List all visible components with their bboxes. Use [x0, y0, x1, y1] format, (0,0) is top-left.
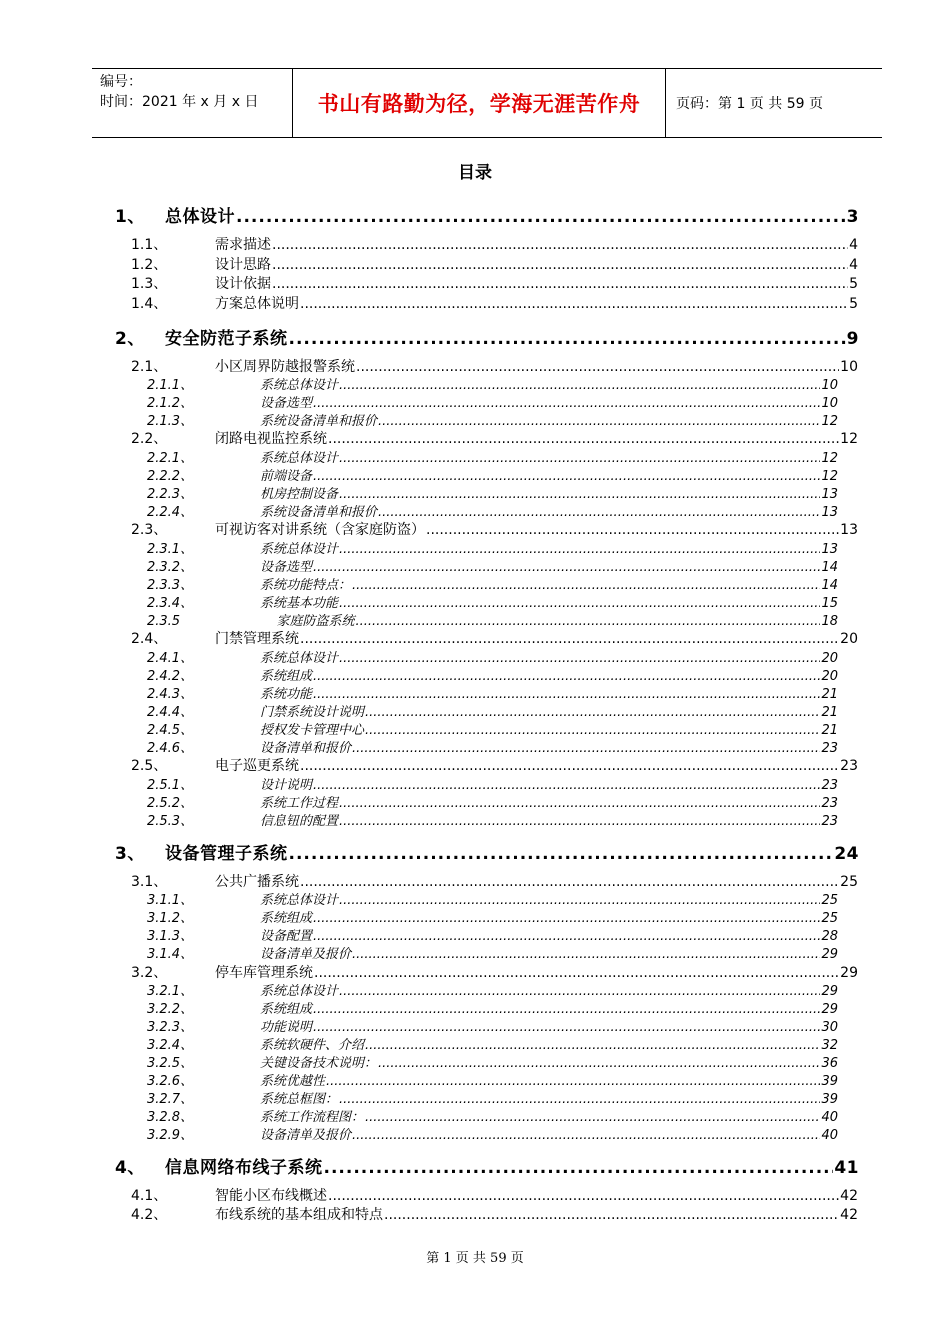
toc-dot-leader	[313, 929, 820, 944]
toc-dot-leader	[326, 1074, 820, 1089]
toc-entry-page: 23	[821, 796, 838, 811]
toc-entry-number: 2.4.3、	[147, 687, 194, 702]
toc-dot-leader	[324, 1158, 834, 1178]
toc-entry-page: 12	[821, 469, 838, 484]
toc-entry-title: 门禁管理系统	[215, 631, 299, 647]
toc-entry-page: 40	[821, 1128, 838, 1143]
toc-dot-leader	[426, 522, 839, 538]
toc-entry-number: 3、	[115, 844, 145, 864]
toc-entry-number: 3.2.7、	[147, 1092, 194, 1107]
toc-entry-level-3[interactable]	[147, 1052, 838, 1071]
toc-dot-leader	[356, 614, 821, 629]
toc-entry-title: 电子巡更系统	[215, 758, 299, 774]
toc-entry-number: 2.3.1、	[147, 542, 194, 557]
time-label: 时间：2021 年 x 月 x 日	[100, 94, 259, 110]
toc-entry-page: 13	[840, 522, 858, 538]
toc-entry-level-3[interactable]	[147, 925, 838, 944]
toc-dot-leader	[339, 796, 820, 811]
toc-entry-title: 方案总体说明	[215, 296, 299, 312]
toc-dot-leader	[339, 542, 820, 557]
toc-entry-page: 24	[834, 844, 859, 864]
toc-entry-page: 21	[821, 687, 838, 702]
toc-entry-level-3[interactable]	[147, 447, 838, 466]
toc-entry-title: 系统工作过程	[260, 796, 339, 811]
toc-entry-level-2[interactable]	[131, 273, 858, 293]
toc-entry-level-3[interactable]	[147, 574, 838, 593]
toc-entry-level-2[interactable]	[131, 1185, 858, 1205]
toc-entry-title: 机房控制设备	[260, 487, 339, 502]
toc-entry-number: 2.4.5、	[147, 723, 194, 738]
toc-dot-leader	[356, 359, 839, 375]
toc-entry-number: 3.2.9、	[147, 1128, 194, 1143]
toc-entry-page: 13	[821, 542, 838, 557]
toc-entry-page: 13	[821, 487, 838, 502]
toc-entry-level-3[interactable]	[147, 907, 838, 926]
toc-entry-page: 23	[821, 814, 838, 829]
toc-entry-title: 系统基本功能	[260, 596, 339, 611]
toc-entry-title: 家庭防盗系统	[260, 614, 355, 629]
toc-entry-number: 2、	[115, 329, 145, 349]
toc-entry-page: 20	[821, 669, 838, 684]
toc-entry-title: 系统组成	[260, 669, 313, 684]
toc-entry-number: 3.2.6、	[147, 1074, 194, 1089]
toc-entry-page: 29	[840, 965, 858, 981]
toc-entry-level-3[interactable]	[147, 943, 838, 962]
toc-entry-number: 2.3.2、	[147, 560, 194, 575]
toc-entry-title: 关键设备技术说明：	[260, 1056, 378, 1071]
toc-entry-number: 3.2.4、	[147, 1038, 194, 1053]
toc-entry-level-3[interactable]	[147, 889, 838, 908]
toc-entry-title: 小区周界防越报警系统	[215, 359, 355, 375]
toc-entry-number: 2.1.3、	[147, 414, 194, 429]
toc-dot-leader	[328, 431, 839, 447]
toc-entry-level-3[interactable]	[147, 556, 838, 575]
toc-entry-level-3[interactable]	[147, 719, 838, 738]
toc-entry-title: 系统工作流程图：	[260, 1110, 365, 1125]
toc-dot-leader	[272, 276, 848, 292]
toc-dot-leader	[313, 778, 820, 793]
toc-entry-number: 2.4.4、	[147, 705, 194, 720]
toc-dot-leader	[313, 1002, 820, 1017]
toc-entry-level-2[interactable]	[131, 962, 858, 982]
toc-dot-leader	[339, 1092, 820, 1107]
toc-entry-title: 布线系统的基本组成和特点	[215, 1207, 383, 1223]
toc-entry-number: 1.4、	[131, 296, 168, 312]
toc-entry-number: 1.2、	[131, 257, 168, 273]
toc-entry-page: 15	[821, 596, 838, 611]
toc-dot-leader	[378, 414, 820, 429]
toc-entry-page: 42	[840, 1188, 858, 1204]
toc-entry-level-3[interactable]	[147, 980, 838, 999]
toc-entry-title: 系统功能	[260, 687, 313, 702]
toc-entry-page: 30	[821, 1020, 838, 1035]
toc-entry-level-3[interactable]	[147, 1070, 838, 1089]
toc-dot-leader	[313, 911, 820, 926]
toc-entry-number: 3.1、	[131, 874, 168, 890]
toc-entry-page: 42	[840, 1207, 858, 1223]
toc-entry-page: 32	[821, 1038, 838, 1053]
toc-dot-leader	[339, 487, 820, 502]
toc-entry-title: 闭路电视监控系统	[215, 431, 327, 447]
toc-entry-page: 39	[821, 1074, 838, 1089]
toc-entry-page: 25	[821, 893, 838, 908]
toc-entry-page: 14	[821, 578, 838, 593]
toc-entry-title: 安全防范子系统	[165, 329, 288, 349]
toc-entry-level-3[interactable]	[147, 774, 838, 793]
toc-entry-level-3[interactable]	[147, 501, 838, 520]
toc-entry-number: 2.4.1、	[147, 651, 194, 666]
toc-entry-page: 10	[821, 378, 838, 393]
toc-entry-title: 系统设备清单和报价	[260, 414, 378, 429]
header-table	[92, 68, 882, 138]
toc-entry-title: 系统软硬件、介绍	[260, 1038, 365, 1053]
toc-entry-title: 设备选型	[260, 396, 313, 411]
toc-entry-level-3[interactable]	[147, 538, 838, 557]
toc-dot-leader	[300, 758, 839, 774]
toc-entry-level-2[interactable]	[131, 293, 858, 313]
toc-entry-title: 设备管理子系统	[165, 844, 288, 864]
toc-entry-number: 3.2.3、	[147, 1020, 194, 1035]
toc-entry-level-1[interactable]	[115, 202, 859, 227]
toc-dot-leader	[328, 1188, 839, 1204]
toc-entry-number: 1、	[115, 207, 145, 227]
toc-dot-leader	[313, 1020, 820, 1035]
toc-entry-number: 2.3.3、	[147, 578, 194, 593]
toc-dot-leader	[339, 596, 820, 611]
toc-entry-title: 系统功能特点：	[260, 578, 352, 593]
toc-entry-page: 3	[846, 207, 859, 227]
toc-dot-leader	[378, 505, 820, 520]
header-meta	[92, 69, 292, 137]
toc-dot-leader	[313, 469, 820, 484]
toc-entry-number: 3.2、	[131, 965, 168, 981]
code-label: 编号：	[100, 74, 142, 90]
toc-title: 目录	[458, 163, 492, 183]
toc-dot-leader	[313, 560, 820, 575]
toc-entry-page: 29	[821, 1002, 838, 1017]
toc-entry-title: 信息网络布线子系统	[165, 1158, 323, 1178]
toc-entry-level-2[interactable]	[131, 356, 858, 376]
toc-entry-page: 4	[849, 237, 858, 253]
toc-dot-leader	[289, 329, 846, 349]
toc-entry-number: 1.1、	[131, 237, 168, 253]
toc-dot-leader	[365, 705, 820, 720]
toc-entry-page: 13	[821, 505, 838, 520]
toc-entry-title: 设计思路	[215, 257, 271, 273]
page-footer: 第 1 页 共 59 页	[426, 1251, 524, 1266]
toc-entry-title: 功能说明	[260, 1020, 313, 1035]
toc-entry-number: 3.1.4、	[147, 947, 194, 962]
toc-entry-title: 系统总体设计	[260, 651, 339, 666]
toc-dot-leader	[365, 1110, 820, 1125]
toc-entry-number: 3.2.8、	[147, 1110, 194, 1125]
page-number-label: 页码：第 1 页 共 59 页	[676, 96, 823, 112]
toc-entry-number: 3.1.2、	[147, 911, 194, 926]
toc-entry-title: 停车库管理系统	[215, 965, 313, 981]
toc-entry-number: 2.3.4、	[147, 596, 194, 611]
toc-dot-leader	[339, 814, 820, 829]
toc-entry-number: 2.2.2、	[147, 469, 194, 484]
toc-dot-leader	[365, 723, 820, 738]
toc-entry-level-3[interactable]	[147, 1106, 838, 1125]
toc-entry-title: 公共广播系统	[215, 874, 299, 890]
toc-entry-level-1[interactable]	[115, 1153, 859, 1178]
toc-entry-level-3[interactable]	[147, 701, 838, 720]
toc-entry-level-1[interactable]	[115, 839, 859, 864]
toc-entry-level-2[interactable]	[131, 1204, 858, 1224]
toc-entry-title: 设备清单及报价	[260, 947, 352, 962]
toc-dot-leader	[272, 257, 848, 273]
toc-entry-number: 2.2.3、	[147, 487, 194, 502]
toc-entry-page: 36	[821, 1056, 838, 1071]
toc-entry-title: 总体设计	[165, 207, 235, 227]
toc-entry-number: 2.1、	[131, 359, 168, 375]
toc-entry-title: 设计说明	[260, 778, 313, 793]
toc-entry-title: 设计依据	[215, 276, 271, 292]
toc-entry-level-3[interactable]	[147, 610, 838, 629]
toc-entry-number: 4.2、	[131, 1207, 168, 1223]
toc-entry-page: 40	[821, 1110, 838, 1125]
toc-entry-number: 2.2.1、	[147, 451, 194, 466]
toc-entry-number: 3.1.3、	[147, 929, 194, 944]
toc-entry-title: 可视访客对讲系统（含家庭防盗）	[215, 522, 425, 538]
toc-entry-level-3[interactable]	[147, 374, 838, 393]
toc-entry-level-3[interactable]	[147, 1088, 838, 1107]
toc-entry-page: 12	[840, 431, 858, 447]
toc-entry-level-3[interactable]	[147, 592, 838, 611]
toc-dot-leader	[339, 651, 820, 666]
toc-entry-level-1[interactable]	[115, 324, 859, 349]
toc-entry-page: 23	[821, 778, 838, 793]
toc-dot-leader	[352, 1128, 820, 1143]
toc-entry-page: 23	[840, 758, 858, 774]
toc-entry-level-3[interactable]	[147, 665, 838, 684]
toc-dot-leader	[289, 844, 834, 864]
toc-entry-page: 5	[849, 276, 858, 292]
toc-entry-level-3[interactable]	[147, 683, 838, 702]
header-motto-cell	[292, 69, 666, 137]
toc-entry-number: 2.5.3、	[147, 814, 194, 829]
toc-entry-number: 3.1.1、	[147, 893, 194, 908]
toc-dot-leader	[300, 874, 839, 890]
toc-entry-number: 3.2.2、	[147, 1002, 194, 1017]
toc-entry-number: 2.4、	[131, 631, 168, 647]
toc-entry-number: 2.1.1、	[147, 378, 194, 393]
toc-entry-level-2[interactable]	[131, 254, 858, 274]
toc-entry-title: 智能小区布线概述	[215, 1188, 327, 1204]
toc-entry-title: 系统总框图：	[260, 1092, 339, 1107]
toc-entry-title: 设备选型	[260, 560, 313, 575]
toc-entry-title: 系统总体设计	[260, 542, 339, 557]
motto-text: 书山有路勤为径，学海无涯苦作舟	[317, 91, 641, 116]
toc-entry-level-3[interactable]	[147, 1016, 838, 1035]
toc-entry-page: 29	[821, 947, 838, 962]
toc-entry-level-3[interactable]	[147, 392, 838, 411]
toc-entry-title: 门禁系统设计说明	[260, 705, 365, 720]
toc-entry-level-3[interactable]	[147, 647, 838, 666]
toc-entry-level-3[interactable]	[147, 1124, 838, 1143]
toc-entry-number: 2.3.5	[147, 614, 181, 629]
toc-entry-number: 4.1、	[131, 1188, 168, 1204]
toc-entry-page: 29	[821, 984, 838, 999]
toc-entry-page: 20	[840, 631, 858, 647]
toc-entry-title: 信息钮的配置	[260, 814, 339, 829]
toc-entry-number: 3.2.5、	[147, 1056, 194, 1071]
toc-entry-page: 12	[821, 414, 838, 429]
toc-entry-page: 25	[821, 911, 838, 926]
toc-dot-leader	[300, 631, 839, 647]
toc-entry-page: 5	[849, 296, 858, 312]
toc-entry-level-3[interactable]	[147, 998, 838, 1017]
toc-dot-leader	[339, 378, 820, 393]
toc-entry-level-2[interactable]	[131, 234, 858, 254]
toc-entry-page: 20	[821, 651, 838, 666]
toc-entry-level-3[interactable]	[147, 1034, 838, 1053]
toc-entry-number: 4、	[115, 1158, 145, 1178]
toc-entry-title: 系统组成	[260, 911, 313, 926]
toc-dot-leader	[272, 237, 848, 253]
toc-entry-page: 23	[821, 741, 838, 756]
toc-dot-leader	[236, 207, 846, 227]
toc-entry-page: 14	[821, 560, 838, 575]
toc-dot-leader	[339, 984, 820, 999]
toc-entry-page: 10	[821, 396, 838, 411]
toc-entry-page: 9	[846, 329, 859, 349]
toc-entry-level-2[interactable]	[131, 428, 858, 448]
toc-dot-leader	[352, 947, 820, 962]
toc-entry-page: 25	[840, 874, 858, 890]
toc-entry-title: 前端设备	[260, 469, 313, 484]
toc-entry-number: 2.5.1、	[147, 778, 194, 793]
toc-entry-level-2[interactable]	[131, 519, 858, 539]
toc-entry-number: 2.5.2、	[147, 796, 194, 811]
toc-dot-leader	[314, 965, 839, 981]
toc-entry-title: 系统总体设计	[260, 378, 339, 393]
toc-entry-level-3[interactable]	[147, 410, 838, 429]
toc-entry-title: 需求描述	[215, 237, 271, 253]
toc-entry-number: 3.2.1、	[147, 984, 194, 999]
toc-dot-leader	[339, 893, 820, 908]
toc-entry-title: 系统总体设计	[260, 893, 339, 908]
toc-entry-level-2[interactable]	[131, 755, 858, 775]
toc-entry-number: 2.2、	[131, 431, 168, 447]
toc-entry-title: 系统总体设计	[260, 984, 339, 999]
toc-dot-leader	[384, 1207, 839, 1223]
toc-entry-level-2[interactable]	[131, 628, 858, 648]
toc-dot-leader	[313, 396, 820, 411]
toc-dot-leader	[378, 1056, 820, 1071]
toc-entry-title: 授权发卡管理中心	[260, 723, 365, 738]
toc-dot-leader	[352, 741, 820, 756]
toc-entry-level-3[interactable]	[147, 737, 838, 756]
toc-dot-leader	[365, 1038, 820, 1053]
toc-entry-page: 18	[821, 614, 838, 629]
toc-entry-page: 12	[821, 451, 838, 466]
toc-entry-number: 2.4.2、	[147, 669, 194, 684]
toc-dot-leader	[313, 669, 820, 684]
toc-entry-title: 设备清单及报价	[260, 1128, 352, 1143]
toc-entry-number: 2.1.2、	[147, 396, 194, 411]
toc-entry-level-3[interactable]	[147, 792, 838, 811]
toc-entry-page: 28	[821, 929, 838, 944]
toc-entry-title: 系统总体设计	[260, 451, 339, 466]
toc-entry-number: 2.2.4、	[147, 505, 194, 520]
toc-entry-level-3[interactable]	[147, 810, 838, 829]
toc-entry-level-2[interactable]	[131, 871, 858, 891]
toc-dot-leader	[339, 451, 820, 466]
toc-entry-number: 2.3、	[131, 522, 168, 538]
toc-entry-number: 2.5、	[131, 758, 168, 774]
toc-entry-level-3[interactable]	[147, 465, 838, 484]
toc-dot-leader	[352, 578, 820, 593]
toc-entry-page: 41	[834, 1158, 859, 1178]
toc-entry-title: 系统组成	[260, 1002, 313, 1017]
toc-entry-title: 设备配置	[260, 929, 313, 944]
toc-entry-page: 21	[821, 705, 838, 720]
toc-entry-title: 系统设备清单和报价	[260, 505, 378, 520]
toc-entry-number: 2.4.6、	[147, 741, 194, 756]
toc-entry-page: 4	[849, 257, 858, 273]
toc-dot-leader	[300, 296, 848, 312]
toc-entry-page: 21	[821, 723, 838, 738]
toc-entry-level-3[interactable]	[147, 483, 838, 502]
toc-entry-title: 系统优越性	[260, 1074, 326, 1089]
toc-entry-title: 设备清单和报价	[260, 741, 352, 756]
toc-entry-number: 1.3、	[131, 276, 168, 292]
toc-entry-page: 10	[840, 359, 858, 375]
toc-dot-leader	[313, 687, 820, 702]
toc-entry-page: 39	[821, 1092, 838, 1107]
